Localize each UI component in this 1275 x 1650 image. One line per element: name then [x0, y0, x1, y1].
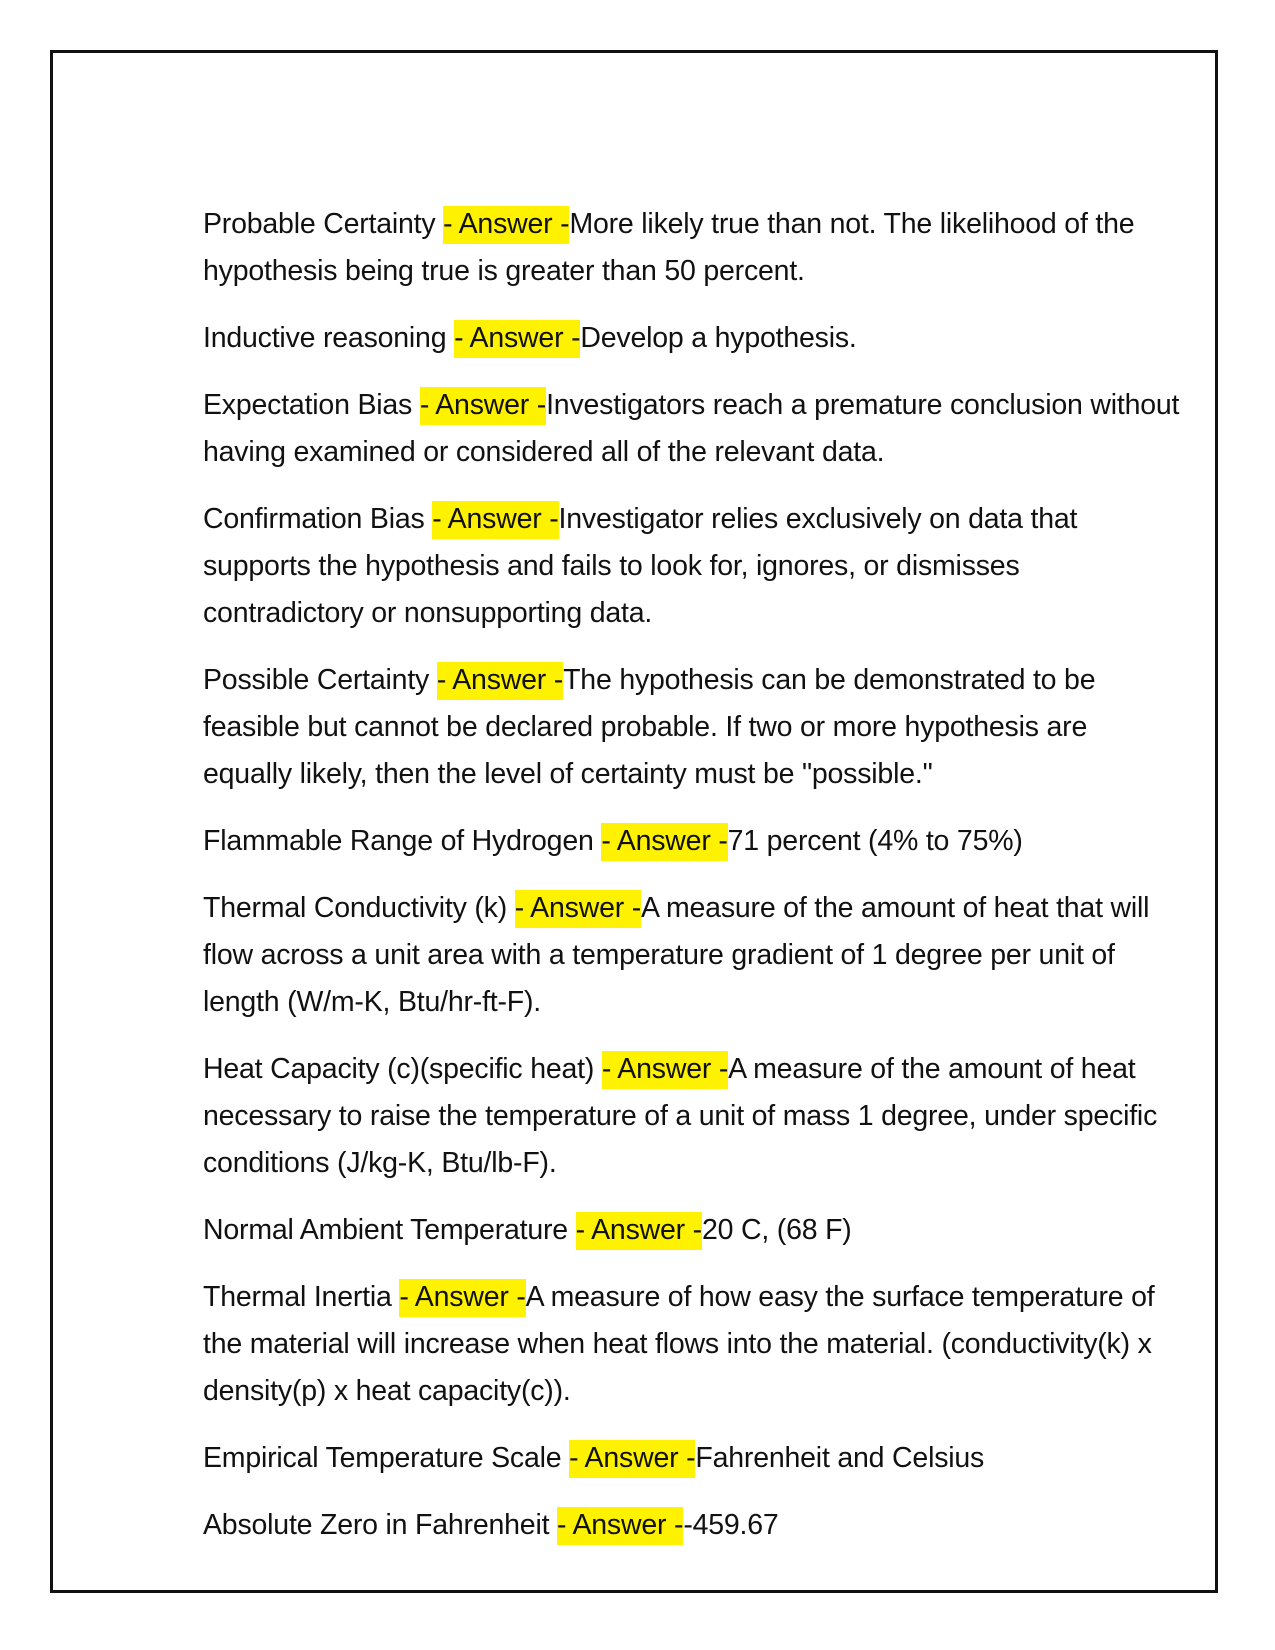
entry-answer: 71 percent (4% to 75%) [727, 825, 1023, 857]
answer-highlight: - Answer - [557, 1507, 683, 1545]
answer-highlight: - Answer - [432, 501, 558, 539]
entry-answer: The hypothesis can be demonstrated to be feasible but cannot be declared probable. If two or more hypothesis are equally likely, then the level of certainty must be "possible." [203, 664, 1096, 790]
answer-highlight: - Answer - [601, 823, 727, 861]
entry-term: Probable Certainty [203, 208, 436, 240]
answer-highlight: - Answer - [437, 662, 563, 700]
qa-entry [203, 1274, 1183, 1415]
entry-term: Inductive reasoning [203, 322, 447, 354]
entry-term: Expectation Bias [203, 389, 413, 421]
entry-answer: -459.67 [683, 1509, 779, 1541]
entry-answer: A measure of the amount of heat that will flow across a unit area with a temperature gradient of 1 degree per unit of length (W/m-K, Btu/hr-ft-F). [203, 892, 1150, 1018]
qa-list [203, 201, 1183, 1569]
entry-term: Absolute Zero in Fahrenheit [203, 1509, 550, 1541]
answer-highlight: - Answer - [399, 1279, 525, 1317]
entry-answer: Fahrenheit and Celsius [695, 1442, 985, 1474]
entry-term: Flammable Range of Hydrogen [203, 825, 594, 857]
answer-highlight: - Answer - [569, 1440, 695, 1478]
answer-highlight: - Answer - [515, 890, 641, 928]
qa-entry [203, 885, 1183, 1026]
entry-term: Thermal Inertia [203, 1281, 392, 1313]
entry-term: Heat Capacity (c)(specific heat) [203, 1053, 595, 1085]
entry-answer: 20 C, (68 F) [701, 1214, 852, 1246]
answer-highlight: - Answer - [602, 1051, 728, 1089]
page-border [50, 50, 1218, 1593]
qa-entry [203, 382, 1183, 476]
entry-answer: A measure of the amount of heat necessary to raise the temperature of a unit of mass 1 degree, under specific conditions (J/kg-K, Btu/lb-F). [203, 1053, 1158, 1179]
entry-answer: Develop a hypothesis. [580, 322, 857, 354]
qa-entry [203, 1046, 1183, 1187]
entry-answer: Investigator relies exclusively on data that supports the hypothesis and fails to look for, ignores, or dismisses contradictory or nonsupporting data. [203, 503, 1078, 629]
entry-answer: More likely true than not. The likelihood of the hypothesis being true is greater than 50 percent. [203, 208, 1135, 287]
entry-term: Empirical Temperature Scale [203, 1442, 562, 1474]
entry-term: Normal Ambient Temperature [203, 1214, 568, 1246]
answer-highlight: - Answer - [576, 1212, 702, 1250]
entry-term: Thermal Conductivity (k) [203, 892, 508, 924]
qa-entry [203, 818, 1183, 865]
entry-answer: Investigators reach a premature conclusion without having examined or considered all of the relevant data. [203, 389, 1180, 468]
qa-entry [203, 1435, 1183, 1482]
entry-answer: A measure of how easy the surface temperature of the material will increase when heat flows into the material. (conductivity(k) x density(p) x heat capacity(c)). [203, 1281, 1155, 1407]
entry-term: Confirmation Bias [203, 503, 425, 535]
qa-entry [203, 1207, 1183, 1254]
qa-entry [203, 201, 1183, 295]
qa-entry [203, 657, 1183, 798]
answer-highlight: - Answer - [420, 387, 546, 425]
qa-entry [203, 315, 1183, 362]
answer-highlight: - Answer - [443, 206, 569, 244]
answer-highlight: - Answer - [454, 320, 580, 358]
qa-entry [203, 1502, 1183, 1549]
entry-term: Possible Certainty [203, 664, 430, 696]
qa-entry [203, 496, 1183, 637]
